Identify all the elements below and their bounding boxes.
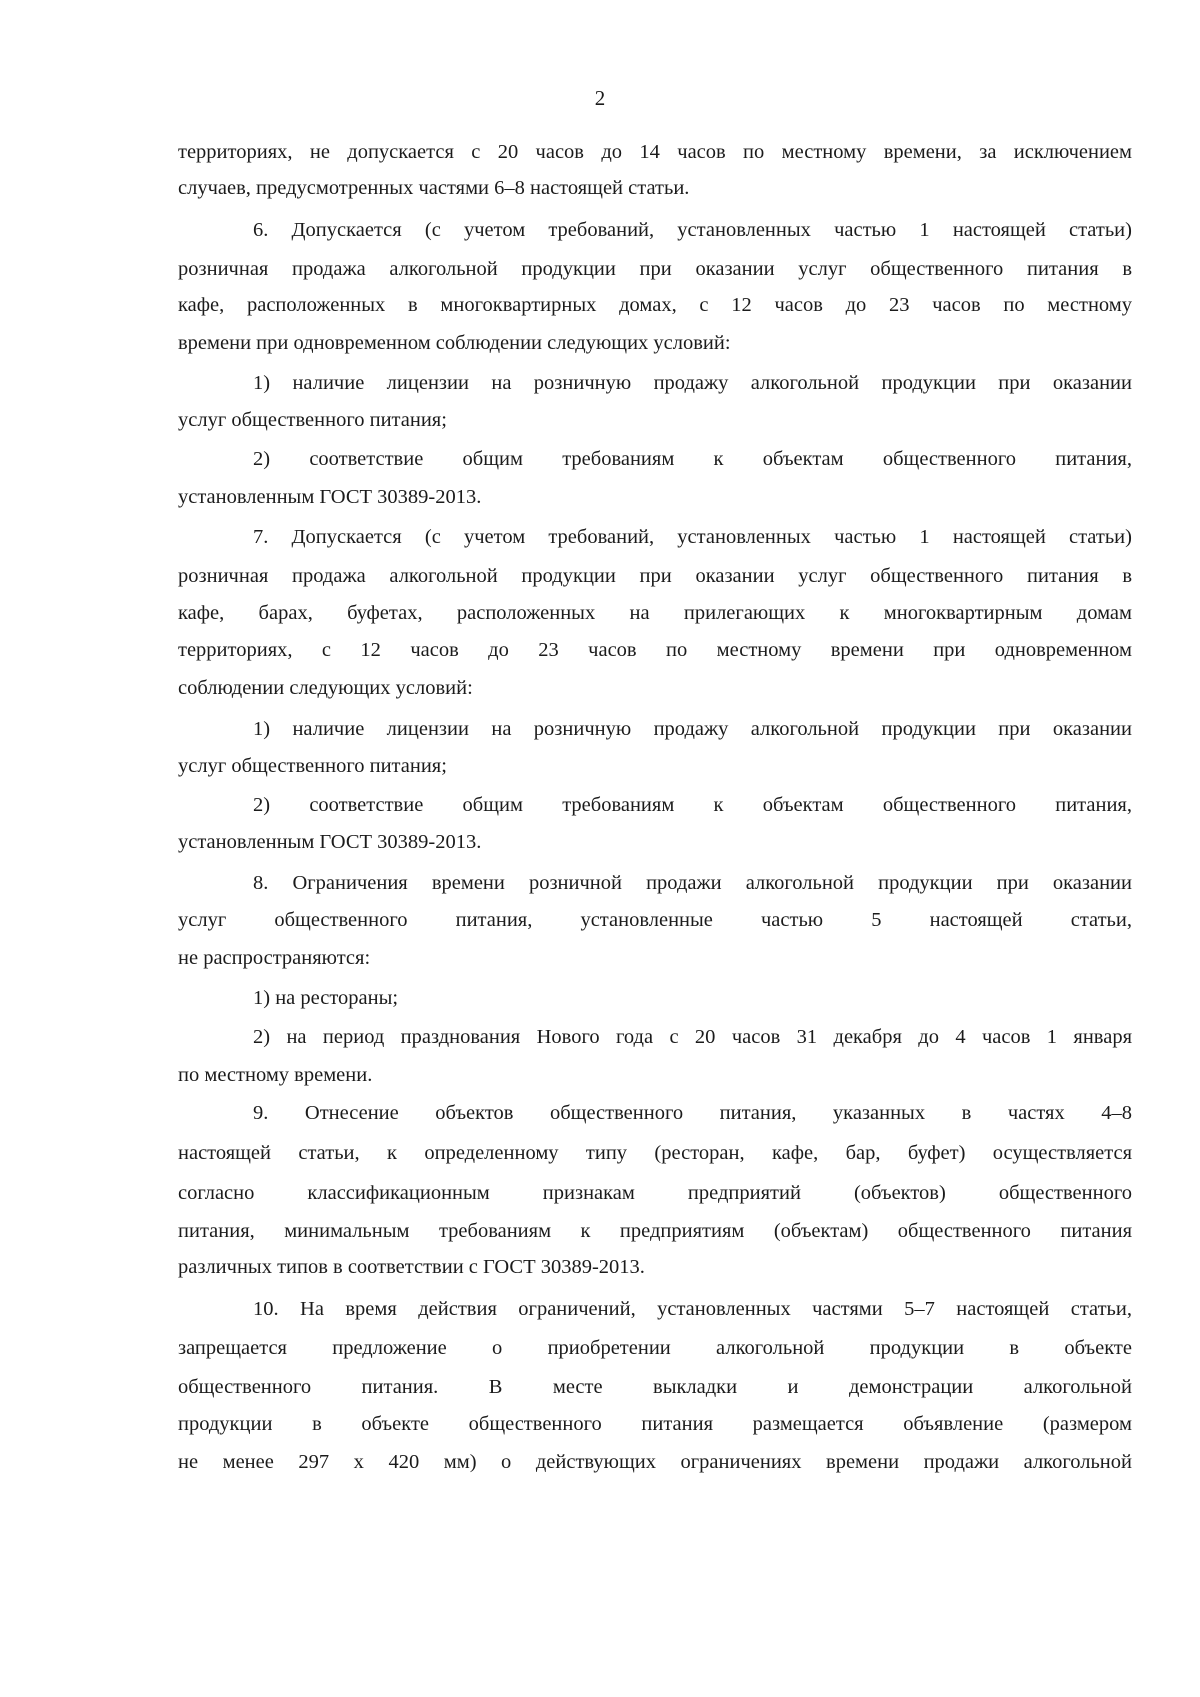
text-line: 2) соответствие общим требованиям к объектам общественного питания, [253,794,1132,816]
text-line: не распространяются: [178,947,371,969]
text-line: услуг общественного питания; [178,755,447,777]
text-line: продукции в объекте общественного питания размещается объявление (размером [178,1413,1132,1435]
text-line: времени при одновременном соблюдении следующих условий: [178,332,731,354]
text-line: розничная продажа алкогольной продукции при оказании услуг общественного питания в [178,258,1132,280]
text-line: установленным ГОСТ 30389-2013. [178,831,482,853]
text-line: 2) на период празднования Нового года с 20 часов 31 декабря до 4 часов 1 января [253,1026,1132,1048]
text-line: по местному времени. [178,1064,373,1086]
text-line: 1) наличие лицензии на розничную продажу алкогольной продукции при оказании [253,372,1132,394]
page-number: 2 [594,86,606,110]
text-line: услуг общественного питания, установленные частью 5 настоящей статьи, [178,909,1132,931]
text-line: 8. Ограничения времени розничной продажи алкогольной продукции при оказании [253,872,1132,894]
text-line: общественного питания. В месте выкладки и демонстрации алкогольной [178,1376,1132,1398]
text-line: питания, минимальным требованиям к предприятиям (объектам) общественного питания [178,1220,1132,1242]
text-line: 10. На время действия ограничений, установленных частями 5–7 настоящей статьи, [253,1298,1132,1320]
text-line: согласно классификационным признакам предприятий (объектов) общественного [178,1182,1132,1204]
text-line: 6. Допускается (с учетом требований, установленных частью 1 настоящей статьи) [253,219,1132,241]
text-line: 1) наличие лицензии на розничную продажу алкогольной продукции при оказании [253,718,1132,740]
text-line: территориях, не допускается с 20 часов до 14 часов по местному времени, за исключением [178,141,1132,163]
text-line: территориях, с 12 часов до 23 часов по местному времени при одновременном [178,639,1132,661]
text-line: 9. Отнесение объектов общественного питания, указанных в частях 4–8 [253,1102,1132,1124]
text-line: не менее 297 х 420 мм) о действующих ограничениях времени продажи алкогольной [178,1451,1132,1473]
text-line: 7. Допускается (с учетом требований, установленных частью 1 настоящей статьи) [253,526,1132,548]
text-line: 1) на рестораны; [253,987,399,1009]
text-line: случаев, предусмотренных частями 6–8 настоящей статьи. [178,177,690,199]
text-line: кафе, барах, буфетах, расположенных на прилегающих к многоквартирным домам [178,602,1132,624]
text-line: различных типов в соответствии с ГОСТ 30389-2013. [178,1256,645,1278]
text-line: соблюдении следующих условий: [178,677,473,699]
text-line: 2) соответствие общим требованиям к объектам общественного питания, [253,448,1132,470]
text-line: запрещается предложение о приобретении алкогольной продукции в объекте [178,1337,1132,1359]
text-line: услуг общественного питания; [178,409,447,431]
text-line: розничная продажа алкогольной продукции при оказании услуг общественного питания в [178,565,1132,587]
text-line: кафе, расположенных в многоквартирных домах, с 12 часов до 23 часов по местному [178,294,1132,316]
text-line: установленным ГОСТ 30389-2013. [178,486,482,508]
text-line: настоящей статьи, к определенному типу (ресторан, кафе, бар, буфет) осуществляется [178,1142,1132,1164]
